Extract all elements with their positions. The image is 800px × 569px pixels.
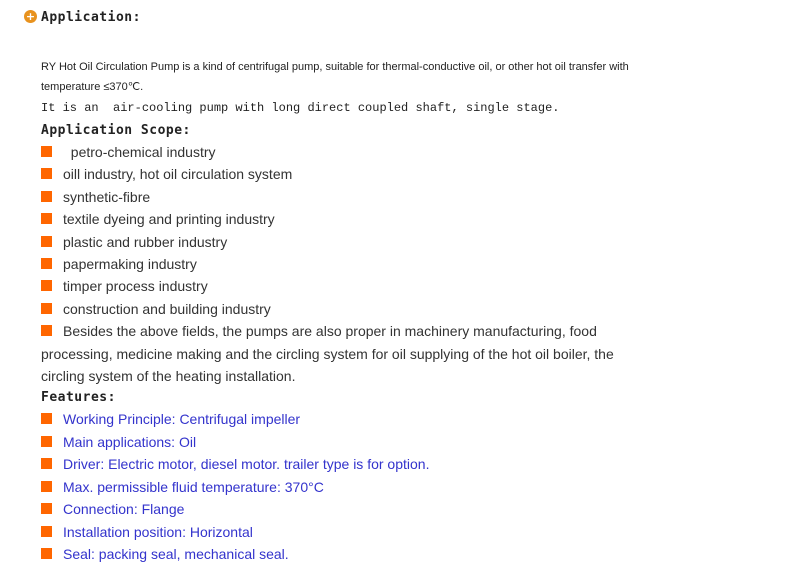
- intro-line-3: It is an air-cooling pump with long direct coupled shaft, single stage.: [41, 101, 560, 115]
- section-header: [24, 10, 141, 25]
- features-list: [41, 408, 681, 565]
- features-heading: Features:: [41, 390, 116, 406]
- bullet-square-icon: [41, 258, 52, 269]
- bullet-square-icon: [41, 458, 52, 469]
- list-item: timper process industry: [41, 275, 681, 297]
- scope-list: [41, 141, 681, 387]
- list-item: Installation position: Horizontal: [41, 521, 681, 543]
- list-item: Driver: Electric motor, diesel motor. trailer type is for option.: [41, 453, 681, 475]
- bullet-square-icon: [41, 548, 52, 559]
- list-item: Besides the above fields, the pumps are also proper in machinery manufacturing, food processing, medicine making and the circling system for oil supplying of the hot oil boiler, the circling system of the heating installation.: [41, 323, 614, 385]
- section-title: Application:: [41, 10, 141, 25]
- bullet-square-icon: [41, 303, 52, 314]
- bullet-square-icon: [41, 191, 52, 202]
- list-item: Seal: packing seal, mechanical seal.: [41, 543, 681, 565]
- bullet-square-icon: [41, 503, 52, 514]
- list-item: Connection: Flange: [41, 498, 681, 520]
- intro-line-2: temperature ≤370℃.: [41, 81, 144, 93]
- product-description: [41, 56, 681, 565]
- scope-heading: Application Scope:: [41, 123, 191, 138]
- list-item: plastic and rubber industry: [41, 231, 681, 253]
- bullet-square-icon: [41, 436, 52, 447]
- intro-line-1: RY Hot Oil Circulation Pump is a kind of centrifugal pump, suitable for thermal-conductive oil, or other hot oil transfer with: [41, 61, 629, 73]
- list-item: Main applications: Oil: [41, 431, 681, 453]
- list-item: Max. permissible fluid temperature: 370°C: [41, 476, 681, 498]
- bullet-square-icon: [41, 146, 52, 157]
- bullet-square-icon: [41, 481, 52, 492]
- bullet-square-icon: [41, 280, 52, 291]
- list-item: oill industry, hot oil circulation system: [41, 163, 681, 185]
- bullet-square-icon: [41, 325, 52, 336]
- list-item: construction and building industry: [41, 298, 681, 320]
- bullet-square-icon: [41, 168, 52, 179]
- plus-icon[interactable]: +: [25, 10, 36, 23]
- list-item: papermaking industry: [41, 253, 681, 275]
- bullet-square-icon: [41, 213, 52, 224]
- list-item: synthetic-fibre: [41, 186, 681, 208]
- bullet-square-icon: [41, 526, 52, 537]
- bullet-square-icon: [41, 236, 52, 247]
- list-item: textile dyeing and printing industry: [41, 208, 681, 230]
- list-item: petro-chemical industry: [41, 141, 681, 163]
- bullet-square-icon: [41, 413, 52, 424]
- list-item: Working Principle: Centrifugal impeller: [41, 408, 681, 430]
